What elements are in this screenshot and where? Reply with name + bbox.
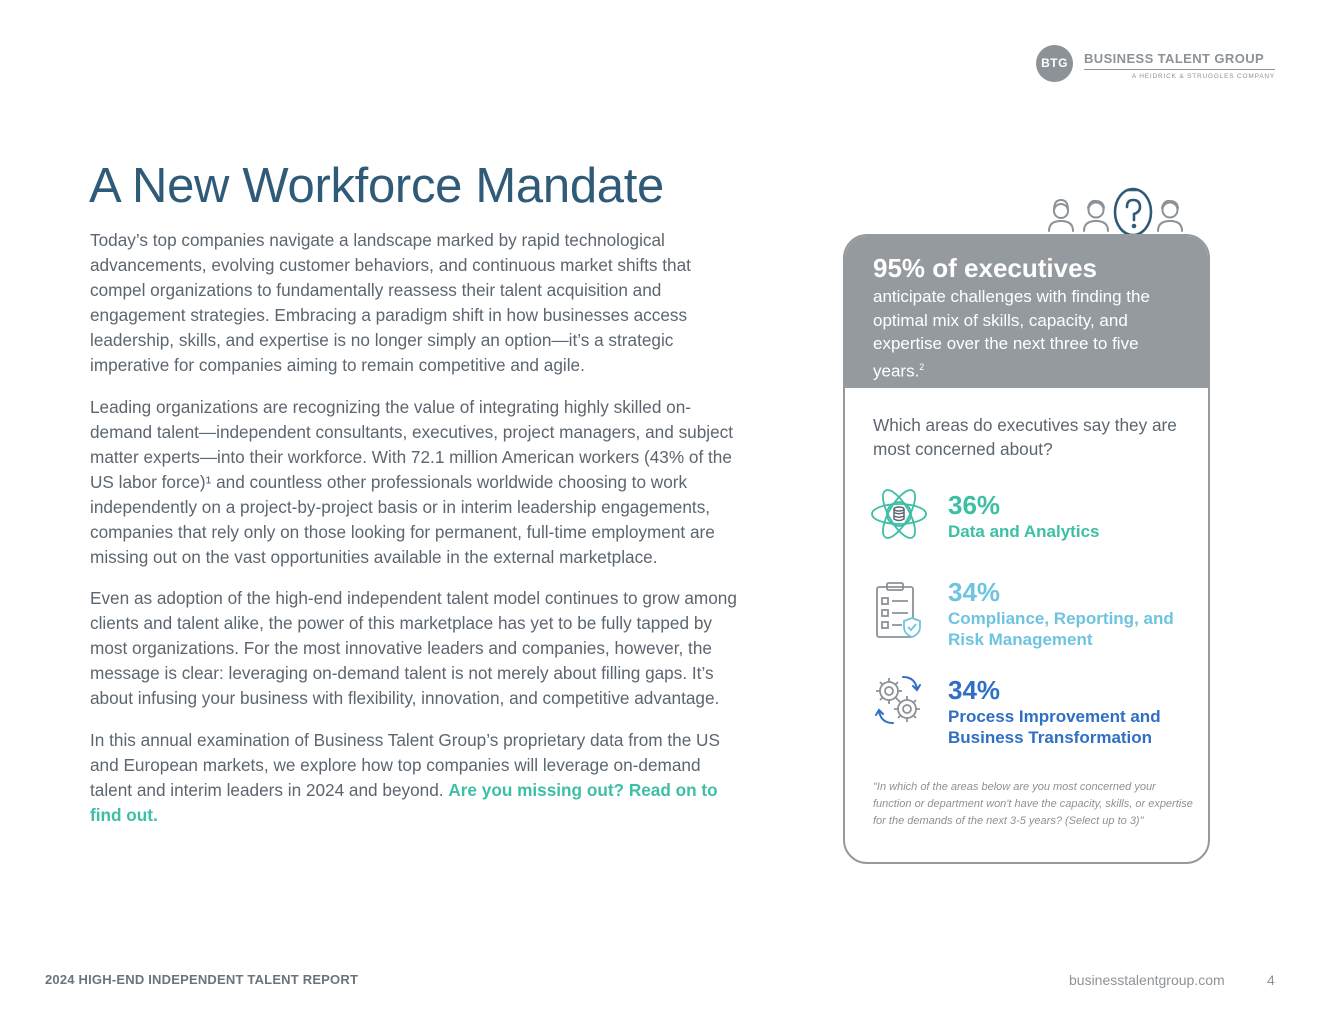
- stat-percent: 34%: [948, 577, 1001, 607]
- card-description-text: anticipate challenges with finding the optimal mix of skills, capacity, and expertise over the next three to five years.: [873, 287, 1150, 381]
- card-header: [845, 236, 1208, 388]
- card-description: [873, 285, 1173, 383]
- gears-icon: [869, 669, 929, 729]
- call-to-action: Are you missing out? Read on to find out.: [90, 779, 718, 825]
- report-name: 2024 HIGH-END INDEPENDENT TALENT REPORT: [45, 972, 359, 987]
- survey-question-note: "In which of the areas below are you most concerned your function or department won't have the capacity, skills, or expertise for the demands of the next 3-5 years? (Select up to 3)": [873, 781, 1193, 827]
- card-headline: 95% of executives: [873, 253, 1098, 283]
- stat-card: [843, 234, 1210, 864]
- page-number: 4: [1267, 972, 1275, 988]
- compliance-checklist-icon: [869, 581, 929, 641]
- footer-url[interactable]: businesstalentgroup.com: [1069, 972, 1225, 988]
- stat-label: Process Improvement and Business Transformation: [948, 707, 1161, 747]
- logo-mark: BTG: [1036, 45, 1073, 82]
- logo-divider: [1084, 69, 1275, 70]
- paragraph: Today’s top companies navigate a landscape marked by rapid technological advancements, evolving customer behaviors, and continuous market shifts that compel organizations to fundamentally reassess their talent acquisition and engagement strategies. Embracing a paradigm shift in how businesses access leadership, skills, and expertise is no longer simply an option—it’s a strategic imperative for companies aiming to remain competitive and agile.: [90, 230, 691, 375]
- page-title: A New Workforce Mandate: [89, 159, 664, 213]
- card-question: Which areas do executives say they are most concerned about?: [873, 415, 1177, 459]
- stat-percent: 36%: [948, 490, 1001, 520]
- logo-name: BUSINESS TALENT GROUP: [1084, 51, 1265, 66]
- company-logo: [1036, 45, 1276, 83]
- paragraph: Even as adoption of the high-end independent talent model continues to grow among clients and talent alike, the power of this marketplace has yet to be fully tapped by most organizations. For the most innovative leaders and companies, however, the message is clear: leveraging on-demand talent is not merely about filling gaps. It’s about infusing your business with flexibility, innovation, and competitive advantage.: [90, 588, 737, 708]
- data-analytics-icon: [869, 484, 929, 544]
- stat-label: Data and Analytics: [948, 522, 1100, 541]
- stat-percent: 34%: [948, 675, 1001, 705]
- body-text: [90, 228, 742, 844]
- paragraph-text: In this annual examination of Business Talent Group’s proprietary data from the US and European markets, we explore how top companies will leverage on-demand talent and interim leaders in 2024 and beyond.: [90, 729, 720, 800]
- footnote-ref: 2: [919, 361, 925, 372]
- paragraph: Leading organizations are recognizing the value of integrating highly skilled on-demand talent—independent consultants, executives, project managers, and subject matter experts—into their workforce. With 72.1 million American workers (43% of the US labor force)¹ and countless other professionals worldwide choosing to work independently on a project-by-project basis or in interim leadership engagements, companies that rely only on those looking for permanent, full-time employment are missing out on the vast opportunities available in the external marketplace.: [90, 396, 734, 567]
- logo-subtitle: A HEIDRICK & STRUGGLES COMPANY: [1131, 73, 1275, 80]
- paragraph-closing: [90, 728, 742, 828]
- stat-label: Compliance, Reporting, and Risk Management: [948, 609, 1174, 649]
- people-question-icon: [1044, 180, 1186, 238]
